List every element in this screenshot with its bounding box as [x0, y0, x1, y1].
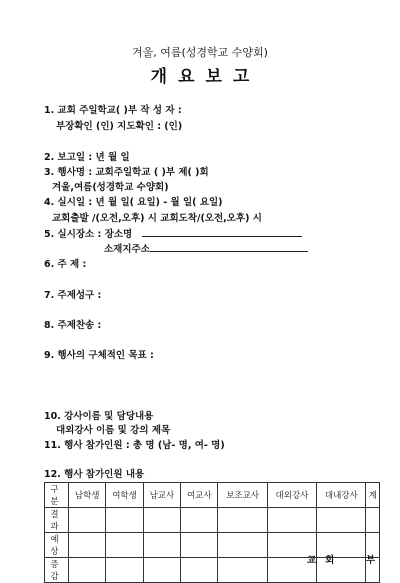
section-12-participant-details: 12. 행사 참가인원 내용 [44, 469, 145, 480]
table-cell [143, 533, 180, 558]
table-header-cell: 남학생 [69, 483, 106, 508]
table-header-cell: 보조교사 [218, 483, 267, 508]
table-header-cell: 여학생 [106, 483, 143, 508]
section-6-theme: 6. 주 제 : [44, 259, 87, 270]
participants-table [44, 482, 380, 583]
table-header-cell: 대외강사 [267, 483, 316, 508]
document-title: 개요보고 [150, 67, 261, 87]
section-5-address: 소재지주소 [104, 244, 150, 255]
section-9-objectives: 9. 행사의 구체적인 목표 : [44, 350, 154, 361]
section-8-theme-hymn: 8. 주제찬송 : [44, 320, 102, 331]
table-cell [69, 508, 106, 533]
table-cell [181, 508, 218, 533]
table-header-cell: 여교사 [181, 483, 218, 508]
table-cell [69, 533, 106, 558]
table-cell [218, 533, 267, 558]
footer-department: 부 [366, 555, 376, 566]
table-cell [143, 558, 180, 583]
section-1-line-1: 1. 교회 주일학교( )부 작 성 자 : [44, 105, 182, 116]
place-name-underline [142, 236, 302, 237]
table-cell [317, 508, 366, 533]
table-cell [366, 508, 380, 533]
document-subtitle: 겨울, 여름(성경학교 수양회) [132, 46, 268, 59]
section-11-participants: 11. 행사 참가인원 : 총 명 (남- 명, 여- 명) [44, 440, 225, 451]
table-cell [181, 533, 218, 558]
table-header-cell: 남교사 [143, 483, 180, 508]
table-cell [181, 558, 218, 583]
footer-church: 교회 [307, 555, 344, 566]
table-cell [106, 533, 143, 558]
table-row-result [45, 508, 380, 533]
section-2-report-date: 2. 보고일 : 년 월 일 [44, 152, 130, 163]
table-row-label: 증 감 [45, 558, 69, 583]
table-cell [218, 508, 267, 533]
table-cell [218, 558, 267, 583]
section-10-line-2: 대외강사 이름 및 강의 제목 [56, 425, 171, 436]
section-10-line-1: 10. 강사이름 및 담당내용 [44, 411, 154, 422]
table-cell [106, 508, 143, 533]
table-header-cell: 구 분 [45, 483, 69, 508]
table-cell [69, 558, 106, 583]
table-header-cell: 계 [366, 483, 380, 508]
table-cell [267, 508, 316, 533]
section-3-line-2: 겨울,여름(성경학교 수양회) [52, 182, 169, 193]
section-1-line-2: 부장확인 (인) 지도확인 : (인) [56, 121, 183, 132]
table-cell [106, 558, 143, 583]
section-4-line-2: 교회출발 /(오전,오후) 시 교회도착/(오전,오후) 시 [52, 213, 262, 224]
table-header-row [45, 483, 380, 508]
table-header-cell: 대내강사 [317, 483, 366, 508]
table-row-label: 결 과 [45, 508, 69, 533]
section-5-place-name: 5. 실시장소 : 장소명 [44, 229, 133, 240]
table-row-label: 예 상 [45, 533, 69, 558]
table-cell [143, 508, 180, 533]
section-7-theme-verse: 7. 주제성구 : [44, 290, 102, 301]
address-underline [150, 251, 308, 252]
section-4-line-1: 4. 실시일 : 년 월 일( 요일) - 월 일( 요일) [44, 197, 223, 208]
section-3-line-1: 3. 행사명 : 교회주일학교 ( )부 제( )회 [44, 167, 209, 178]
